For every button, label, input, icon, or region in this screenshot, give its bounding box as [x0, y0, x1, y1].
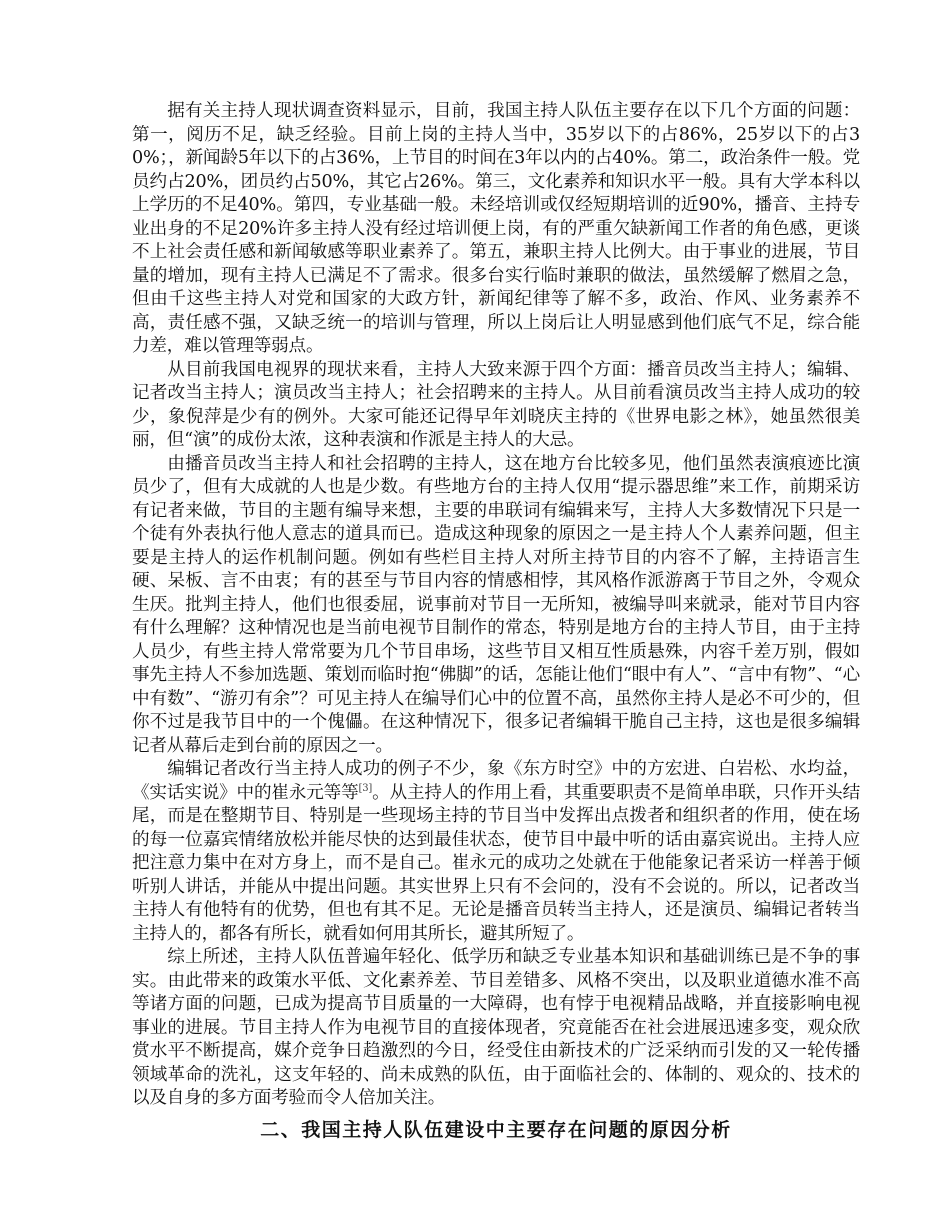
paragraph-text-after-footnote: 。从主持人的作用上看，其重要职责不是简单串联，只作开头结尾，而是在整期节目、特别是一些现场主持的节目当中发挥出点拨者和组织者的作用，使在场的每一位嘉宾情绪放松并能尽快的达到最佳状态，使节目中最中听的话由嘉宾说出。主持人应把注意力集中在对方身上，而不是自己。崔永元的成功之处就在于他能象记者采访一样善于倾听别人讲话，并能从中提出问题。其实世界上只有不会问的，没有不会说的。所以，记者改当主持人有他特有的优势，但也有其不足。无论是播音员转当主持人，还是演员、编辑记者转当主持人的，都各有所长，就看如何用其所长，避其所短了。	[132, 782, 861, 944]
document-page	[132, 100, 860, 1145]
paragraph-text-before-footnote: 编辑记者改行当主持人成功的例子不少，象《东方时空》中的方宏进、白岩松、水均益，《实话实说》中的崔永元等等	[132, 759, 860, 803]
paragraph-host-sources: 从目前我国电视界的现状来看，主持人大致来源于四个方面：播音员改当主持人；编辑、记者改当主持人；演员改当主持人；社会招聘来的主持人。从目前看演员改当主持人成功的较少，象倪萍是少有的例外。大家可能还记得早年刘晓庆主持的《世界电影之林》，她虽然很美丽，但“演”的成份太浓，这种表演和作派是主持人的大忌。	[132, 359, 860, 450]
paragraph-editor-reporter-hosts	[132, 758, 860, 946]
section-heading: 二、我国主持人队伍建设中主要存在问题的原因分析	[260, 1118, 732, 1141]
paragraph-summary: 综上所述，主持人队伍普遍年轻化、低学历和缺乏专业基本知识和基础训练已是不争的事实。由此带来的政策水平低、文化素养差、节目差错多、风格不突出，以及职业道德水准不高等诸方面的问题，已成为提高节目质量的一大障碍，也有悖于电视精品战略，并直接影响电视事业的进展。节目主持人作为电视节目的直接体现者，究竟能否在社会进展迅速多变，观众欣赏水平不断提高，媒介竞争日趋激烈的今日，经受住由新技术的广泛采纳而引发的又一轮传播领域革命的洗礼，这支年轻的、尚未成熟的队伍，由于面临社会的、体制的、观众的、技术的以及自身的多方面考验而令人倍加关注。	[132, 947, 860, 1108]
paragraph-host-status-survey: 据有关主持人现状调查资料显示，目前，我国主持人队伍主要存在以下几个方面的问题：第一，阅历不足，缺乏经验。目前上岗的主持人当中，35岁以下的占86%，25岁以下的占30%；，新闻龄5年以下的占36%，上节目的时间在3年以内的占40%。第二，政治条件一般。党员约占20%，团员约占50%，其它占26%。第三，文化素养和知识水平一般。具有大学本科以上学历的不足40%。第四，专业基础一般。未经培训或仅经短期培训的近90%，播音、主持专业出身的不足20%许多主持人没有经过培训便上岗，有的严重欠缺新闻工作者的角色感，更谈不上社会责任感和新闻敏感等职业素养了。第五，兼职主持人比例大。由于事业的进展，节目量的增加，现有主持人已满足不了需求。很多台实行临时兼职的做法，虽然缓解了燃眉之急，但由千这些主持人对党和国家的大政方针，新闻纪律等了解不多，政治、作风、业务素养不高，责任感不强，又缺乏统一的培训与管理，所以上岗后让人明显感到他们底气不足，综合能力差，难以管理等弱点。	[132, 101, 860, 356]
paragraph-announcer-and-recruited-hosts: 由播音员改当主持人和社会招聘的主持人，这在地方台比较多见，他们虽然表演痕迹比演员少了，但有大成就的人也是少数。有些地方台的主持人仅用“提示器思维”来工作，前期采访有记者来做，节目的主题有编导来想，主要的串联词有编辑来写，主持人大多数情况下只是一个徒有外表执行他人意志的道具而已。造成这种现象的原因之一是主持人个人素养问题，但主要是主持人的运作机制问题。例如有些栏目主持人对所主持节目的内容不了解，主持语言生硬、呆板、言不由衷；有的甚至与节目内容的情感相悖，其风格作派游离于节目之外，令观众生厌。批判主持人，他们也很委屈，说事前对节目一无所知，被编导叫来就录，能对节目内容有什么理解？这种情况也是当前电视节目制作的常态，特别是地方台的主持人节目，由于主持人员少，有些主持人常常要为几个节目串场，这些节目又相互性质悬殊，内容千差万别，假如事先主持人不参加选题、策划而临时抱“佛脚”的话，怎能让他们“眼中有人”、“言中有物”、“心中有数”、“游刃有余”？可见主持人在编导们心中的位置不高，虽然你主持人是必不可少的，但你不过是我节目中的一个傀儡。在这种情况下，很多记者编辑干脆自己主持，这也是很多编辑记者从幕后走到台前的原因之一。	[132, 453, 860, 756]
footnote-reference: [3]	[358, 782, 373, 794]
